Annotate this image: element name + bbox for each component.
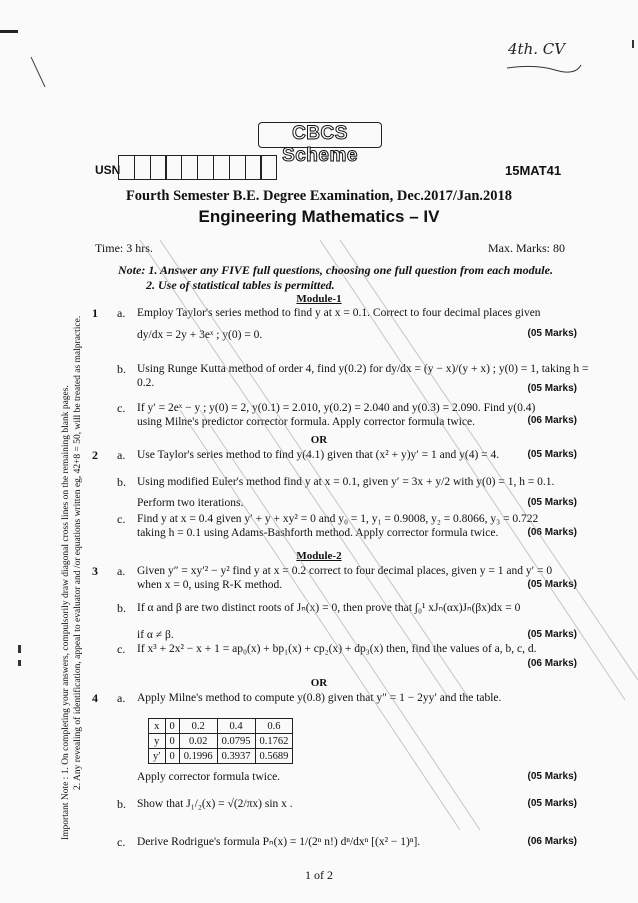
question-text: Using modified Euler's method find y at x = 0.1, given y′ = 3x + y/2 with y(0) = 1, h = 0.1.	[137, 476, 555, 488]
part-label: a.	[117, 691, 126, 705]
exam-title: Fourth Semester B.E. Degree Examination, Dec.2017/Jan.2018	[125, 188, 513, 204]
table-cell: 0.3937	[217, 749, 255, 764]
question-text-line-2: using Milne's predictor corrector formula. Apply corrector formula twice.	[137, 416, 476, 428]
marks-label: (05 Marks)	[527, 328, 577, 339]
side-note-line-2: 2. Any revealing of identification, appeal to evaluator and /or equations written eg, 42+8 = 50, will be treated as malpractice.	[73, 315, 83, 790]
module-heading: Module-1	[296, 293, 342, 305]
question-text-line-2: Apply corrector formula twice.	[137, 771, 281, 783]
table-cell: y	[149, 734, 166, 749]
usn-box	[229, 155, 246, 180]
question-text-line-2: when x = 0, using R-K method.	[137, 579, 283, 591]
marks-label: (06 Marks)	[527, 415, 577, 426]
question-text: Employ Taylor's series method to find y at x = 0.1. Correct to four decimal places given	[137, 307, 541, 319]
part-label: c.	[117, 835, 126, 849]
question-text-line-2: Perform two iterations.	[137, 497, 244, 509]
handwritten-note: 4th. CV	[508, 40, 566, 58]
module-heading: Module-2	[296, 550, 342, 562]
part-label: b.	[117, 475, 126, 489]
part-label: b.	[117, 601, 126, 615]
table-row	[149, 719, 293, 734]
left-margin-tick	[18, 660, 21, 666]
question-number: 2	[92, 448, 98, 462]
table-cell: 0.4	[217, 719, 255, 734]
table-cell: 0.0795	[217, 734, 255, 749]
marks-label: (06 Marks)	[527, 658, 577, 669]
marks-label: (05 Marks)	[527, 383, 577, 394]
table-cell: 0.5689	[255, 749, 293, 764]
left-margin-tick	[18, 645, 21, 653]
marks-label: (05 Marks)	[527, 449, 577, 460]
marks-label: (05 Marks)	[527, 629, 577, 640]
table-cell: 0.02	[179, 734, 217, 749]
part-label: c.	[117, 642, 126, 656]
usn-box	[118, 155, 135, 180]
table-cell: 0.1762	[255, 734, 293, 749]
usn-box	[213, 155, 230, 180]
or-divider: OR	[310, 434, 328, 446]
usn-box	[181, 155, 198, 180]
question-text: If α and β are two distinct roots of Jₙ(x) = 0, then prove that ∫₀¹ xJₙ(αx)Jₙ(βx)dx = 0	[137, 602, 521, 614]
part-label: c.	[117, 401, 126, 415]
part-label: c.	[117, 512, 126, 526]
table-cell: 0	[165, 719, 179, 734]
question-text: If y′ = 2eˣ − y ; y(0) = 2, y(0.1) = 2.010, y(0.2) = 2.040 and y(0.3) = 2.090. Find y(0.4)	[137, 402, 536, 414]
question-text: Show that J₁/₂(x) = √(2/πx) sin x .	[137, 798, 293, 810]
marks-label: (05 Marks)	[527, 771, 577, 782]
usn-boxes	[118, 155, 276, 180]
pen-stroke	[28, 55, 48, 90]
question-text: Derive Rodrigue's formula Pₙ(x) = 1/(2ⁿ n!) dⁿ/dxⁿ [(x² − 1)ⁿ].	[137, 836, 421, 848]
usn-box	[165, 155, 182, 180]
question-text-line-2: if α ≠ β.	[137, 629, 174, 641]
marks-label: (05 Marks)	[527, 497, 577, 508]
part-label: a.	[117, 448, 126, 462]
table-cell: 0	[165, 749, 179, 764]
table-cell: 0.1996	[179, 749, 217, 764]
table-cell: x	[149, 719, 166, 734]
usn-box	[260, 155, 277, 180]
usn-label: USN	[95, 163, 121, 177]
scheme-badge: CBCS Scheme	[258, 122, 382, 148]
question-text-line-2: taking h = 0.1 using Adams-Bashforth method. Apply corrector formula twice.	[137, 527, 499, 539]
marks-label: (06 Marks)	[527, 836, 577, 847]
handwritten-underline	[505, 60, 585, 74]
table-row	[149, 734, 293, 749]
part-label: a.	[117, 306, 126, 320]
data-table	[148, 718, 293, 764]
usn-box	[245, 155, 262, 180]
question-text: Use Taylor's series method to find y(4.1) given that (x² + y)y′ = 1 and y(4) = 4.	[137, 449, 500, 461]
part-label: b.	[117, 797, 126, 811]
table-row	[149, 749, 293, 764]
question-number: 1	[92, 306, 98, 320]
instructions	[118, 263, 553, 293]
table-cell: 0	[165, 734, 179, 749]
subject-code: 15MAT41	[505, 163, 562, 178]
table-cell: 0.2	[179, 719, 217, 734]
right-margin-mark	[632, 40, 634, 48]
question-text: Find y at x = 0.4 given y′ + y + xy² = 0 and y₀ = 1, y₁ = 0.9008, y₂ = 0.8066, y₃ = 0.722	[137, 513, 539, 525]
question-text: Using Runge Kutta method of order 4, find y(0.2) for dy/dx = (y − x)/(y + x) ; y(0) = 1, taking h = 0.2.	[137, 363, 589, 389]
usn-box	[197, 155, 214, 180]
question-text: Given y″ = xy′² − y² find y at x = 0.2 correct to four decimal places, given y = 1 and y′ = 0	[137, 565, 553, 577]
marks-label: (05 Marks)	[527, 798, 577, 809]
usn-box	[134, 155, 151, 180]
part-label: a.	[117, 564, 126, 578]
page-number: 1 of 2	[305, 868, 333, 882]
part-label: b.	[117, 362, 126, 376]
table-cell: y′	[149, 749, 166, 764]
subject-title: Engineering Mathematics – IV	[198, 207, 440, 226]
usn-box	[150, 155, 167, 180]
side-note-line-1: Important Note : 1. On completing your answers, compulsorily draw diagonal cross lines on the remaining blank pages.	[61, 385, 71, 840]
side-note	[60, 316, 84, 840]
time-allowed: Time: 3 hrs.	[95, 241, 153, 255]
question-text: If x³ + 2x² − x + 1 = ap₀(x) + bp₁(x) + cp₂(x) + dp₃(x) then, find the values of a, b, c, d.	[137, 643, 537, 655]
question-number: 4	[92, 691, 98, 705]
max-marks: Max. Marks: 80	[488, 241, 565, 255]
instruction-1: Note: 1. Answer any FIVE full questions, choosing one full question from each module.	[118, 263, 553, 277]
or-divider: OR	[310, 677, 328, 689]
table-cell: 0.6	[255, 719, 293, 734]
marks-label: (05 Marks)	[527, 579, 577, 590]
marks-label: (06 Marks)	[527, 527, 577, 538]
instruction-2: 2. Use of statistical tables is permitted.	[146, 278, 335, 292]
question-number: 3	[92, 564, 98, 578]
question-equation: dy/dx = 2y + 3eˣ ; y(0) = 0.	[137, 329, 263, 341]
question-text: Apply Milne's method to compute y(0.8) given that y″ = 1 − 2yy′ and the table.	[137, 692, 502, 704]
corner-mark	[0, 30, 18, 33]
